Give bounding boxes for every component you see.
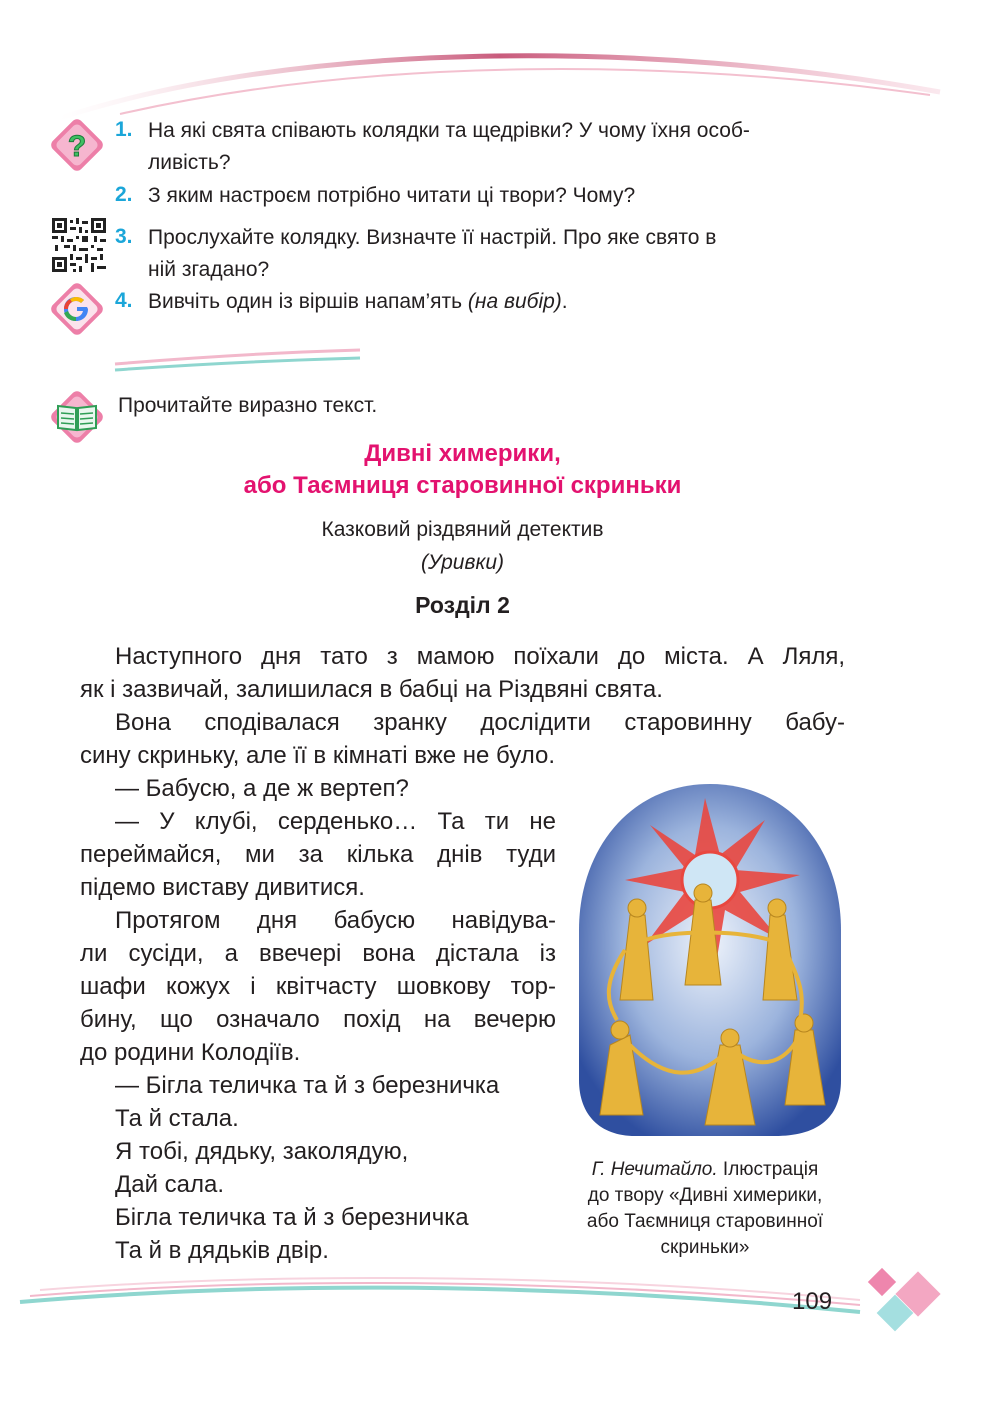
question-number: 1. [115, 118, 133, 141]
question-number: 4. [115, 289, 133, 312]
caption-text: або Таємниця старовинної [586, 1211, 824, 1232]
body-paragraph [80, 640, 845, 772]
reading-instruction: Прочитайте виразно текст. [118, 394, 378, 417]
story-title-line: або Таємниця старовинної скриньки [243, 472, 682, 499]
body-column [80, 772, 556, 1069]
body-line: бину, що означало похід на вечерю [80, 1006, 556, 1033]
question-mark-icon [48, 116, 106, 174]
google-g-icon [48, 280, 106, 338]
question-line: ній згадано? [148, 258, 270, 281]
question-line: З яким настроєм потрібно читати ці твори? Чому? [148, 184, 636, 207]
svg-text:?: ? [67, 130, 87, 163]
verse-line: Бігла теличка та й з березничка [115, 1204, 469, 1231]
page-number: 109 [792, 1288, 833, 1315]
question-text [148, 286, 848, 318]
body-line: до родини Колодіїв. [80, 1039, 301, 1066]
carol-verse [115, 1069, 575, 1267]
question-line: Прослухайте колядку. Визначте її настрій. Про яке свято в [148, 226, 717, 249]
question-line: На які свята співають колядки та щедрівки? У чому їхня особ- [148, 119, 750, 142]
illustration-caption [555, 1157, 855, 1261]
body-line: Протягом дня бабусю навідува- [115, 907, 556, 934]
caption-text: Ілюстрація [717, 1159, 819, 1180]
question-text [148, 222, 848, 286]
question-note: (на вибір) [467, 290, 562, 313]
body-line: сину скриньку, але її в кімнаті вже не було. [80, 742, 556, 769]
body-line: шафи кожух і квітчасту шовкову тор- [80, 973, 556, 1000]
excerpt-note: (Уривки) [420, 551, 505, 574]
dialogue-line: — Бабусю, а де ж вертеп? [115, 775, 409, 802]
verse-line: Та й стала. [115, 1105, 239, 1132]
dialogue-line: переймайся, ми за кілька днів туди [80, 841, 556, 868]
body-line: ли сусіди, а ввечері вона дістала із [80, 940, 556, 967]
body-line: як і зазвичай, залишилася в бабці на Різдвяні свята. [80, 676, 663, 703]
body-line: Вона сподівалася зранку дослідити старовинну бабу- [115, 709, 845, 736]
christmas-star-dolls-illustration [575, 780, 845, 1140]
question-line-end: . [561, 290, 568, 313]
caption-text: скриньки» [660, 1237, 750, 1258]
story-subtitle: Казковий різдвяний детектив [321, 518, 604, 541]
story-title [80, 438, 845, 502]
section-heading: Розділ 2 [415, 592, 510, 618]
body-line: Наступного дня тато з мамою поїхали до міста. А Ляля, [115, 643, 845, 670]
question-line: ливість? [148, 151, 231, 174]
verse-line: Я тобі, дядьку, заколядую, [115, 1138, 409, 1165]
verse-line: — Бігла теличка та й з березничка [115, 1072, 500, 1099]
question-number: 2. [115, 183, 133, 206]
verse-line: Дай сала. [115, 1171, 225, 1198]
question-line: Вивчіть один із віршів напам’ять [148, 290, 463, 313]
caption-text: до твору «Дивні химерики, [587, 1185, 823, 1206]
dialogue-line: — У клубі, серденько… Та ти не [115, 808, 556, 835]
dialogue-line: підемо виставу дивитися. [80, 874, 365, 901]
question-number: 3. [115, 225, 133, 248]
verse-line: Та й в дядьків двір. [115, 1237, 329, 1264]
question-text [148, 115, 848, 179]
top-decorative-swoosh [0, 0, 992, 120]
question-text [148, 180, 848, 212]
caption-author: Г. Нечитайло. [591, 1159, 718, 1180]
story-title-line: Дивні химерики, [364, 440, 561, 467]
qr-code-icon [52, 218, 106, 272]
